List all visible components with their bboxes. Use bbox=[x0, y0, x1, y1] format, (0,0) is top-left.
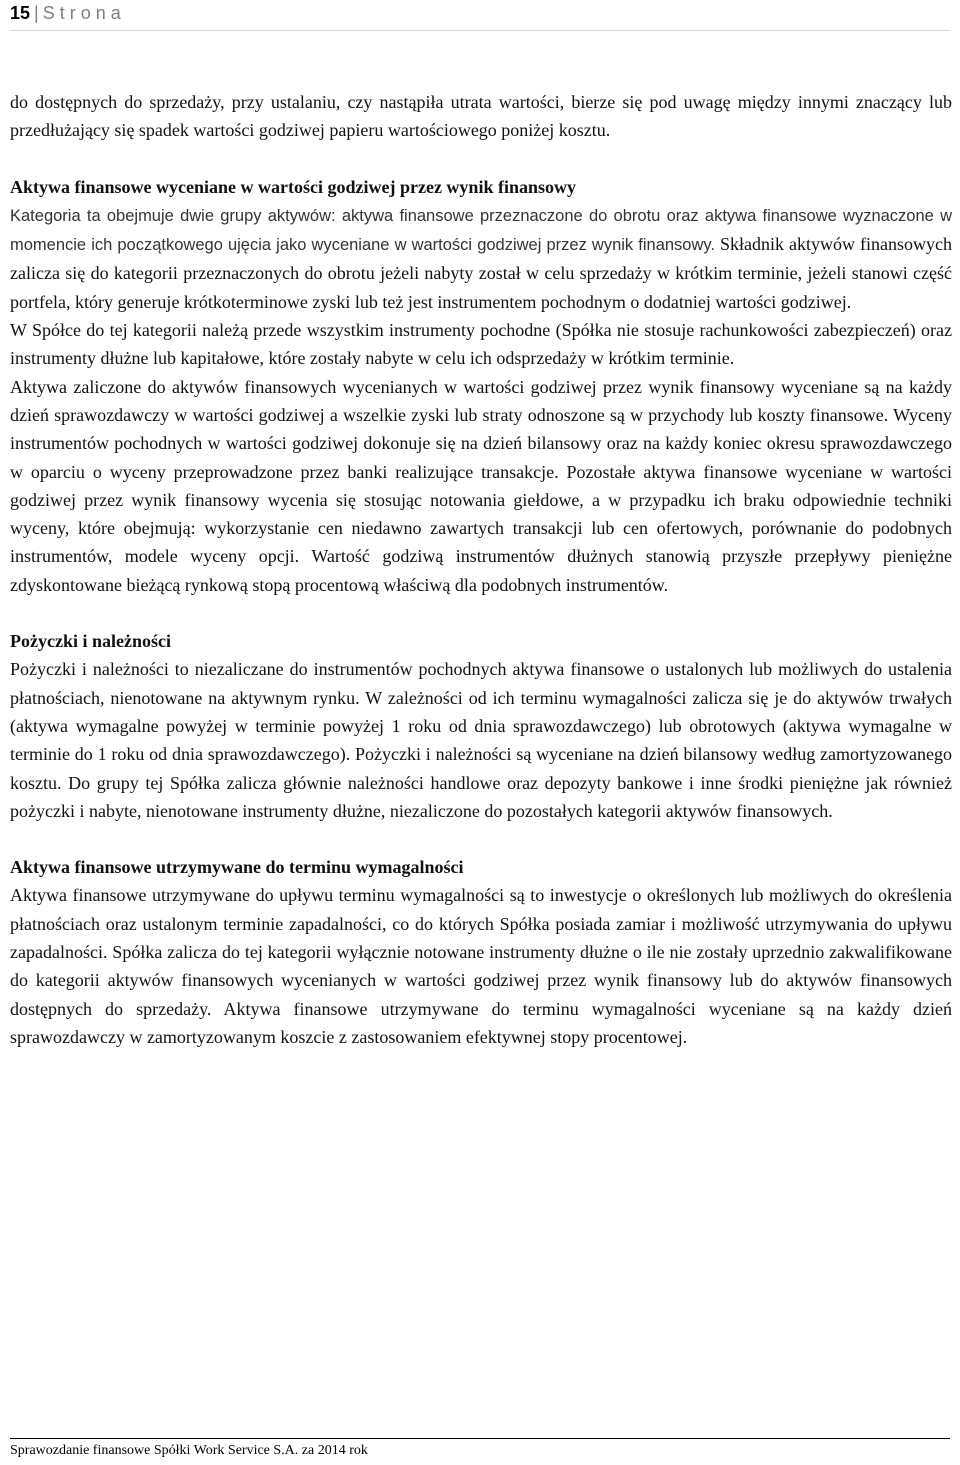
page-header bbox=[10, 0, 950, 31]
document-body bbox=[10, 88, 952, 1051]
spacer bbox=[10, 599, 952, 627]
fvtpl-paragraph-3: Aktywa zaliczone do aktywów finansowych wycenianych w wartości godziwej przez wynik finansowy wyceniane są na każdy dzień sprawozdawczy w wartości godziwej a wszelkie zyski lub straty odnoszone są w przychody lub koszty finansowe. Wyceny instrumentów pochodnych w wartości godziwej dokonuje się na dzień bilansowy oraz na każdy koniec okresu sprawozdawczego w oparciu o wyceny przeprowadzone przez banki realizujące transakcje. Pozostałe aktywa finansowe wyceniane w wartości godziwej przez wynik finansowy wycenia się stosując notowania giełdowe, a w przypadku ich braku odpowiednie techniki wyceny, które obejmują: wykorzystanie cen niedawno zawartych transakcji lub cen ofertowych, porównanie do podobnych instrumentów, modele wyceny opcji. Wartość godziwą instrumentów dłużnych stanowią przyszłe przepływy pieniężne zdyskontowane bieżącą rynkową stopą procentową właściwą dla podobnych instrumentów. bbox=[10, 376, 952, 595]
fvtpl-paragraph-2: W Spółce do tej kategorii należą przede wszystkim instrumenty pochodne (Spółka nie stosuje rachunkowości zabezpieczeń) oraz instrumenty dłużne lub kapitałowe, które zostały nabyte w celu ich odsprzedaży w krótkim terminie. bbox=[10, 320, 952, 369]
htm-paragraph: Aktywa finansowe utrzymywane do upływu terminu wymagalności są to inwestycje o określonych lub możliwych do określenia płatnościach oraz ustalonym terminie zapadalności, co do których Spółka posiada zamiar i możliwość utrzymywania do upływu zapadalności. Spółka zalicza do tej kategorii wyłącznie notowane instrumenty dłużne o ile nie zostały uprzednio zakwalifikowane do kategorii aktywów finansowych wycenianych w wartości godziwej przez wynik finansowy lub do aktywów finansowych dostępnych do sprzedaży. Aktywa finansowe utrzymywane do terminu wymagalności wyceniane są na każdy dzień sprawozdawczy w zamortyzowanym koszcie z zastosowaniem efektywnej stopy procentowej. bbox=[10, 885, 952, 1047]
header-separator: | bbox=[34, 3, 39, 23]
page-footer: Sprawozdanie finansowe Spółki Work Service S.A. za 2014 rok bbox=[10, 1438, 950, 1463]
intro-paragraph: do dostępnych do sprzedaży, przy ustalaniu, czy nastąpiła utrata wartości, bierze się pod uwagę między innymi znaczący lub przedłużający się spadek wartości godziwej papieru wartościowego poniżej kosztu. bbox=[10, 92, 952, 141]
section-heading-fvtpl: Aktywa finansowe wyceniane w wartości godziwej przez wynik finansowy bbox=[10, 176, 576, 197]
page-label: Strona bbox=[42, 3, 126, 23]
section-heading-htm: Aktywa finansowe utrzymywane do terminu wymagalności bbox=[10, 857, 464, 878]
fvtpl-paragraph-1-serif: Składnik aktywów finansowych zalicza się do kategorii przeznaczonych do obrotu jeżeli nabyty został w celu sprzedaży w krótkim terminie, jeżeli stanowi część portfela, który generuje krótkoterminowe zyski lub też jest instrumentem pochodnym o dodatniej wartości godziwej. bbox=[10, 234, 953, 312]
fvtpl-paragraph-1-sans: Kategoria ta obejmuje dwie grupy aktywów: aktywa finansowe przeznaczone do obrotu oraz aktywa finansowe wyznaczone w momencie ich początkowego ujęcia jako wyceniane w wartości godziwej przez wynik finansowy. bbox=[10, 206, 952, 255]
loans-paragraph: Pożyczki i należności to niezaliczane do instrumentów pochodnych aktywa finansowe o ustalonych lub możliwych do ustalenia płatnościach, nienotowane na aktywnym rynku. W zależności od ich terminu wymagalności zalicza się je do aktywów trwałych (aktywa wymagalne powyżej w terminie powyżej 1 roku od dnia sprawozdawczego) lub obrotowych (aktywa wymagalne w terminie do 1 roku od dnia sprawozdawczego). Pożyczki i należności są wyceniane na dzień bilansowy według zamortyzowanego kosztu. Do grupy tej Spółka zalicza głównie należności handlowe oraz depozyty bankowe i inne środki pieniężne jak również pożyczki i nabyte, nienotowane instrumenty dłużne, niezaliczone do pozostałych kategorii aktywów finansowych. bbox=[10, 659, 952, 821]
spacer bbox=[10, 825, 952, 853]
fvtpl-paragraph-1 bbox=[10, 201, 952, 316]
section-heading-loans: Pożyczki i należności bbox=[10, 631, 171, 652]
spacer bbox=[10, 145, 952, 173]
page-number: 15 bbox=[10, 3, 31, 23]
